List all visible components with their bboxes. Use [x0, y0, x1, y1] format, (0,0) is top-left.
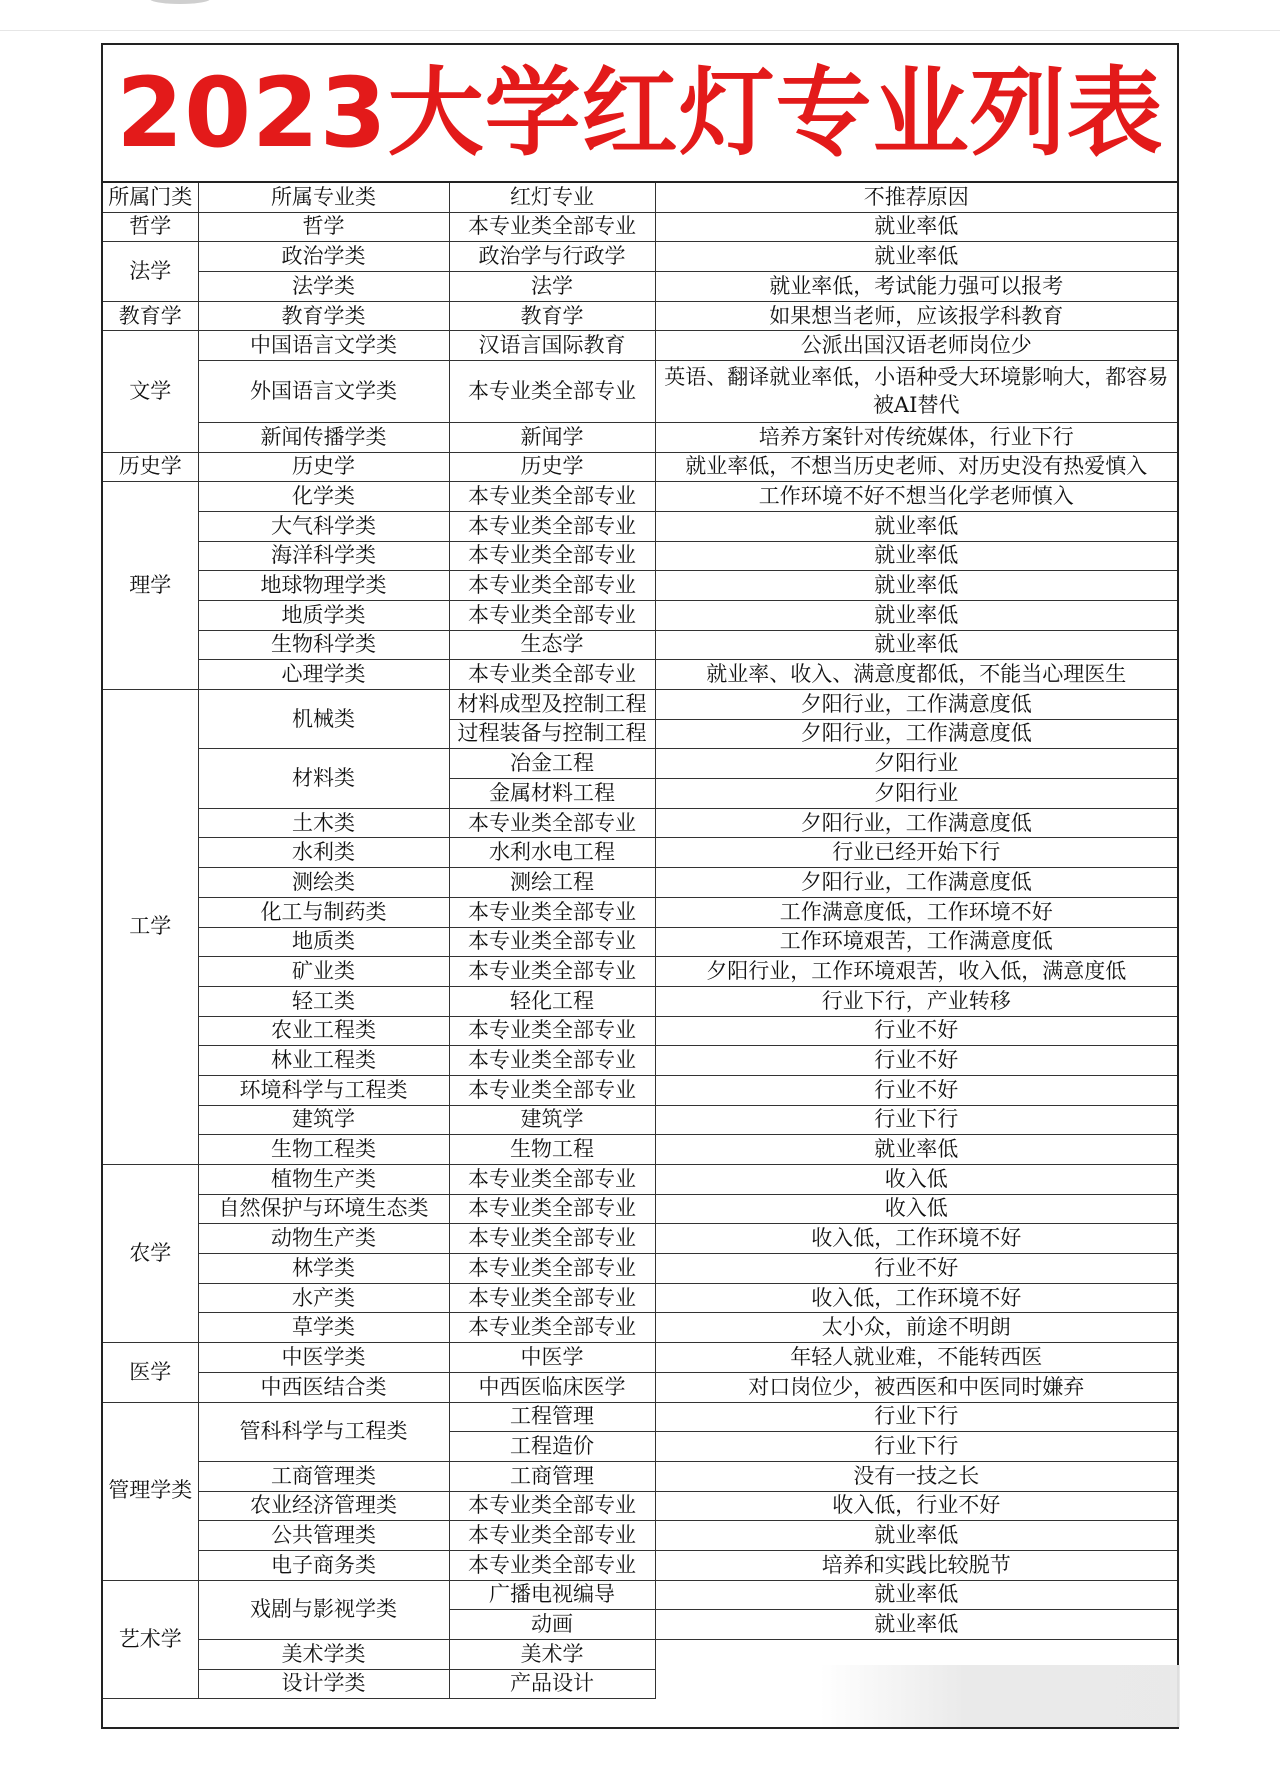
header-red-major: 红灯专业 — [449, 183, 655, 212]
subject-class-cell: 水产类 — [198, 1283, 449, 1313]
reason-cell: 行业不好 — [655, 1046, 1177, 1076]
subject-class-cell: 美术学类 — [198, 1640, 449, 1670]
subject-class-cell: 地球物理学类 — [198, 571, 449, 601]
subject-class-cell: 建筑学 — [198, 1105, 449, 1135]
reason-cell: 培养方案针对传统媒体，行业下行 — [655, 422, 1177, 452]
category-cell: 哲学 — [103, 212, 198, 242]
major-cell: 本专业类全部专业 — [449, 927, 655, 957]
major-cell: 本专业类全部专业 — [449, 957, 655, 987]
subject-class-cell: 动物生产类 — [198, 1224, 449, 1254]
category-cell: 文学 — [103, 331, 198, 452]
major-cell: 本专业类全部专业 — [449, 1313, 655, 1343]
table-row — [103, 361, 1177, 423]
majors-table — [103, 183, 1177, 1699]
table-row — [103, 1075, 1177, 1105]
table-row — [103, 1254, 1177, 1284]
subject-class-cell: 自然保护与环境生态类 — [198, 1194, 449, 1224]
subject-class-cell: 地质类 — [198, 927, 449, 957]
table-row — [103, 212, 1177, 242]
subject-class-cell: 植物生产类 — [198, 1165, 449, 1195]
table-row — [103, 1461, 1177, 1491]
subject-class-cell: 海洋科学类 — [198, 541, 449, 571]
major-cell: 历史学 — [449, 452, 655, 482]
reason-cell: 夕阳行业，工作满意度低 — [655, 690, 1177, 720]
major-cell: 工商管理 — [449, 1461, 655, 1491]
table-row — [103, 422, 1177, 452]
reason-cell: 英语、翻译就业率低，小语种受大环境影响大，都容易被AI替代 — [655, 361, 1177, 423]
major-cell: 过程装备与控制工程 — [449, 719, 655, 749]
reason-cell: 夕阳行业 — [655, 779, 1177, 809]
table-row — [103, 301, 1177, 331]
subject-class-cell: 生物工程类 — [198, 1135, 449, 1165]
major-cell: 本专业类全部专业 — [449, 541, 655, 571]
reason-cell: 收入低 — [655, 1165, 1177, 1195]
table-row — [103, 1105, 1177, 1135]
major-cell: 广播电视编导 — [449, 1580, 655, 1610]
subject-class-cell: 中国语言文学类 — [198, 331, 449, 361]
major-cell: 本专业类全部专业 — [449, 482, 655, 512]
table-row — [103, 1343, 1177, 1373]
reason-cell: 夕阳行业，工作满意度低 — [655, 719, 1177, 749]
reason-cell: 就业率低 — [655, 242, 1177, 272]
major-cell: 本专业类全部专业 — [449, 1046, 655, 1076]
reason-cell: 就业率低 — [655, 511, 1177, 541]
table-row — [103, 272, 1177, 302]
subject-class-cell: 水利类 — [198, 838, 449, 868]
major-cell: 本专业类全部专业 — [449, 1224, 655, 1254]
reason-cell: 收入低，工作环境不好 — [655, 1224, 1177, 1254]
header-category: 所属门类 — [103, 183, 198, 212]
subject-class-cell: 林学类 — [198, 1254, 449, 1284]
category-cell: 艺术学 — [103, 1580, 198, 1699]
reason-cell: 就业率低 — [655, 1135, 1177, 1165]
major-cell: 本专业类全部专业 — [449, 808, 655, 838]
reason-cell: 如果想当老师，应该报学科教育 — [655, 301, 1177, 331]
subject-class-cell: 电子商务类 — [198, 1550, 449, 1580]
header-subject-class: 所属专业类 — [198, 183, 449, 212]
category-cell: 农学 — [103, 1165, 198, 1343]
reason-cell: 夕阳行业 — [655, 749, 1177, 779]
subject-class-cell: 历史学 — [198, 452, 449, 482]
subject-class-cell: 地质学类 — [198, 600, 449, 630]
subject-class-cell: 中医学类 — [198, 1343, 449, 1373]
subject-class-cell: 轻工类 — [198, 986, 449, 1016]
major-cell: 新闻学 — [449, 422, 655, 452]
reason-cell: 没有一技之长 — [655, 1461, 1177, 1491]
reason-cell: 年轻人就业难，不能转西医 — [655, 1343, 1177, 1373]
reason-cell: 就业率低 — [655, 630, 1177, 660]
table-row — [103, 1491, 1177, 1521]
major-cell: 中西医临床医学 — [449, 1372, 655, 1402]
reason-cell: 夕阳行业，工作环境艰苦，收入低，满意度低 — [655, 957, 1177, 987]
reason-cell: 工作满意度低，工作环境不好 — [655, 897, 1177, 927]
major-cell: 本专业类全部专业 — [449, 511, 655, 541]
subject-class-cell: 公共管理类 — [198, 1521, 449, 1551]
table-row — [103, 1194, 1177, 1224]
page-title: 2023大学红灯专业列表 — [103, 45, 1177, 183]
reason-cell: 行业下行 — [655, 1432, 1177, 1462]
subject-class-cell: 法学类 — [198, 272, 449, 302]
reason-cell: 行业下行，产业转移 — [655, 986, 1177, 1016]
major-cell: 本专业类全部专业 — [449, 897, 655, 927]
subject-class-cell: 戏剧与影视学类 — [198, 1580, 449, 1639]
major-cell: 本专业类全部专业 — [449, 1521, 655, 1551]
table-row — [103, 957, 1177, 987]
major-cell: 本专业类全部专业 — [449, 1075, 655, 1105]
table-row — [103, 600, 1177, 630]
major-cell: 建筑学 — [449, 1105, 655, 1135]
major-cell: 材料成型及控制工程 — [449, 690, 655, 720]
reason-cell: 行业下行 — [655, 1402, 1177, 1432]
major-cell: 本专业类全部专业 — [449, 571, 655, 601]
table-row — [103, 868, 1177, 898]
major-cell: 教育学 — [449, 301, 655, 331]
reason-cell: 收入低，行业不好 — [655, 1491, 1177, 1521]
major-cell: 动画 — [449, 1610, 655, 1640]
table-row — [103, 838, 1177, 868]
table-row — [103, 1224, 1177, 1254]
table-row — [103, 571, 1177, 601]
document-sheet — [101, 43, 1179, 1729]
category-cell: 法学 — [103, 242, 198, 301]
major-cell: 本专业类全部专业 — [449, 660, 655, 690]
subject-class-cell: 测绘类 — [198, 868, 449, 898]
subject-class-cell: 教育学类 — [198, 301, 449, 331]
major-cell: 工程管理 — [449, 1402, 655, 1432]
reason-cell: 行业下行 — [655, 1105, 1177, 1135]
reason-cell: 行业不好 — [655, 1075, 1177, 1105]
table-row — [103, 897, 1177, 927]
category-cell: 工学 — [103, 690, 198, 1165]
subject-class-cell: 外国语言文学类 — [198, 361, 449, 423]
reason-cell: 就业率低 — [655, 212, 1177, 242]
reason-cell: 收入低，工作环境不好 — [655, 1283, 1177, 1313]
subject-class-cell: 农业经济管理类 — [198, 1491, 449, 1521]
major-cell: 汉语言国际教育 — [449, 331, 655, 361]
subject-class-cell: 新闻传播学类 — [198, 422, 449, 452]
subject-class-cell: 哲学 — [198, 212, 449, 242]
subject-class-cell: 化工与制药类 — [198, 897, 449, 927]
table-row — [103, 927, 1177, 957]
subject-class-cell: 中西医结合类 — [198, 1372, 449, 1402]
major-cell: 生物工程 — [449, 1135, 655, 1165]
major-cell: 产品设计 — [449, 1669, 655, 1699]
table-row — [103, 1313, 1177, 1343]
major-cell: 本专业类全部专业 — [449, 1254, 655, 1284]
top-edge-smudge — [150, 0, 210, 4]
reason-cell: 收入低 — [655, 1194, 1177, 1224]
table-row — [103, 1372, 1177, 1402]
table-row — [103, 541, 1177, 571]
reason-cell: 行业已经开始下行 — [655, 838, 1177, 868]
subject-class-cell: 工商管理类 — [198, 1461, 449, 1491]
reason-cell: 夕阳行业，工作满意度低 — [655, 808, 1177, 838]
category-cell: 医学 — [103, 1343, 198, 1402]
reason-cell: 行业不好 — [655, 1016, 1177, 1046]
subject-class-cell: 机械类 — [198, 690, 449, 749]
subject-class-cell: 设计学类 — [198, 1669, 449, 1699]
table-row — [103, 808, 1177, 838]
subject-class-cell: 化学类 — [198, 482, 449, 512]
major-cell: 本专业类全部专业 — [449, 1491, 655, 1521]
subject-class-cell: 生物科学类 — [198, 630, 449, 660]
major-cell: 本专业类全部专业 — [449, 1194, 655, 1224]
table-body — [103, 183, 1177, 1699]
major-cell: 本专业类全部专业 — [449, 361, 655, 423]
reason-cell: 就业率低 — [655, 541, 1177, 571]
category-cell: 教育学 — [103, 301, 198, 331]
table-row — [103, 482, 1177, 512]
table-row — [103, 986, 1177, 1016]
subject-class-cell: 环境科学与工程类 — [198, 1075, 449, 1105]
category-cell: 管理学类 — [103, 1402, 198, 1580]
major-cell: 中医学 — [449, 1343, 655, 1373]
major-cell: 冶金工程 — [449, 749, 655, 779]
table-row — [103, 1165, 1177, 1195]
major-cell: 本专业类全部专业 — [449, 600, 655, 630]
major-cell: 本专业类全部专业 — [449, 1283, 655, 1313]
table-row — [103, 1402, 1177, 1432]
subject-class-cell: 农业工程类 — [198, 1016, 449, 1046]
reason-cell: 夕阳行业，工作满意度低 — [655, 868, 1177, 898]
table-row — [103, 690, 1177, 720]
subject-class-cell: 矿业类 — [198, 957, 449, 987]
major-cell: 金属材料工程 — [449, 779, 655, 809]
major-cell: 本专业类全部专业 — [449, 1165, 655, 1195]
reason-cell: 对口岗位少，被西医和中医同时嫌弃 — [655, 1372, 1177, 1402]
subject-class-cell: 政治学类 — [198, 242, 449, 272]
bottom-right-fade — [820, 1665, 1180, 1727]
table-row — [103, 242, 1177, 272]
reason-cell: 太小众，前途不明朗 — [655, 1313, 1177, 1343]
table-row — [103, 630, 1177, 660]
major-cell: 生态学 — [449, 630, 655, 660]
subject-class-cell: 管科科学与工程类 — [198, 1402, 449, 1461]
major-cell: 测绘工程 — [449, 868, 655, 898]
subject-class-cell: 大气科学类 — [198, 511, 449, 541]
table-row — [103, 511, 1177, 541]
table-row — [103, 1135, 1177, 1165]
major-cell: 美术学 — [449, 1640, 655, 1670]
reason-cell: 工作环境不好不想当化学老师慎入 — [655, 482, 1177, 512]
table-row — [103, 1580, 1177, 1610]
subject-class-cell: 林业工程类 — [198, 1046, 449, 1076]
reason-cell: 就业率低 — [655, 1580, 1177, 1610]
reason-cell: 就业率低，考试能力强可以报考 — [655, 272, 1177, 302]
major-cell: 水利水电工程 — [449, 838, 655, 868]
major-cell: 工程造价 — [449, 1432, 655, 1462]
subject-class-cell: 草学类 — [198, 1313, 449, 1343]
reason-cell: 就业率低，不想当历史老师、对历史没有热爱慎入 — [655, 452, 1177, 482]
table-row — [103, 331, 1177, 361]
top-divider — [0, 30, 1280, 31]
category-cell: 历史学 — [103, 452, 198, 482]
major-cell: 轻化工程 — [449, 986, 655, 1016]
table-row — [103, 1550, 1177, 1580]
major-cell: 政治学与行政学 — [449, 242, 655, 272]
table-row — [103, 749, 1177, 779]
reason-cell: 就业率低 — [655, 1610, 1177, 1640]
table-header-row — [103, 183, 1177, 212]
reason-cell: 行业不好 — [655, 1254, 1177, 1284]
major-cell: 本专业类全部专业 — [449, 1550, 655, 1580]
header-reason: 不推荐原因 — [655, 183, 1177, 212]
table-row — [103, 1016, 1177, 1046]
subject-class-cell: 心理学类 — [198, 660, 449, 690]
table-row — [103, 660, 1177, 690]
table-row — [103, 452, 1177, 482]
table-row — [103, 1046, 1177, 1076]
subject-class-cell: 土木类 — [198, 808, 449, 838]
reason-cell: 公派出国汉语老师岗位少 — [655, 331, 1177, 361]
reason-cell: 就业率、收入、满意度都低，不能当心理医生 — [655, 660, 1177, 690]
reason-cell: 就业率低 — [655, 600, 1177, 630]
major-cell: 本专业类全部专业 — [449, 212, 655, 242]
major-cell: 法学 — [449, 272, 655, 302]
table-row — [103, 1521, 1177, 1551]
category-cell: 理学 — [103, 482, 198, 690]
reason-cell: 就业率低 — [655, 571, 1177, 601]
table-row — [103, 1283, 1177, 1313]
reason-cell: 培养和实践比较脱节 — [655, 1550, 1177, 1580]
major-cell: 本专业类全部专业 — [449, 1016, 655, 1046]
reason-cell: 工作环境艰苦，工作满意度低 — [655, 927, 1177, 957]
reason-cell: 就业率低 — [655, 1521, 1177, 1551]
subject-class-cell: 材料类 — [198, 749, 449, 808]
